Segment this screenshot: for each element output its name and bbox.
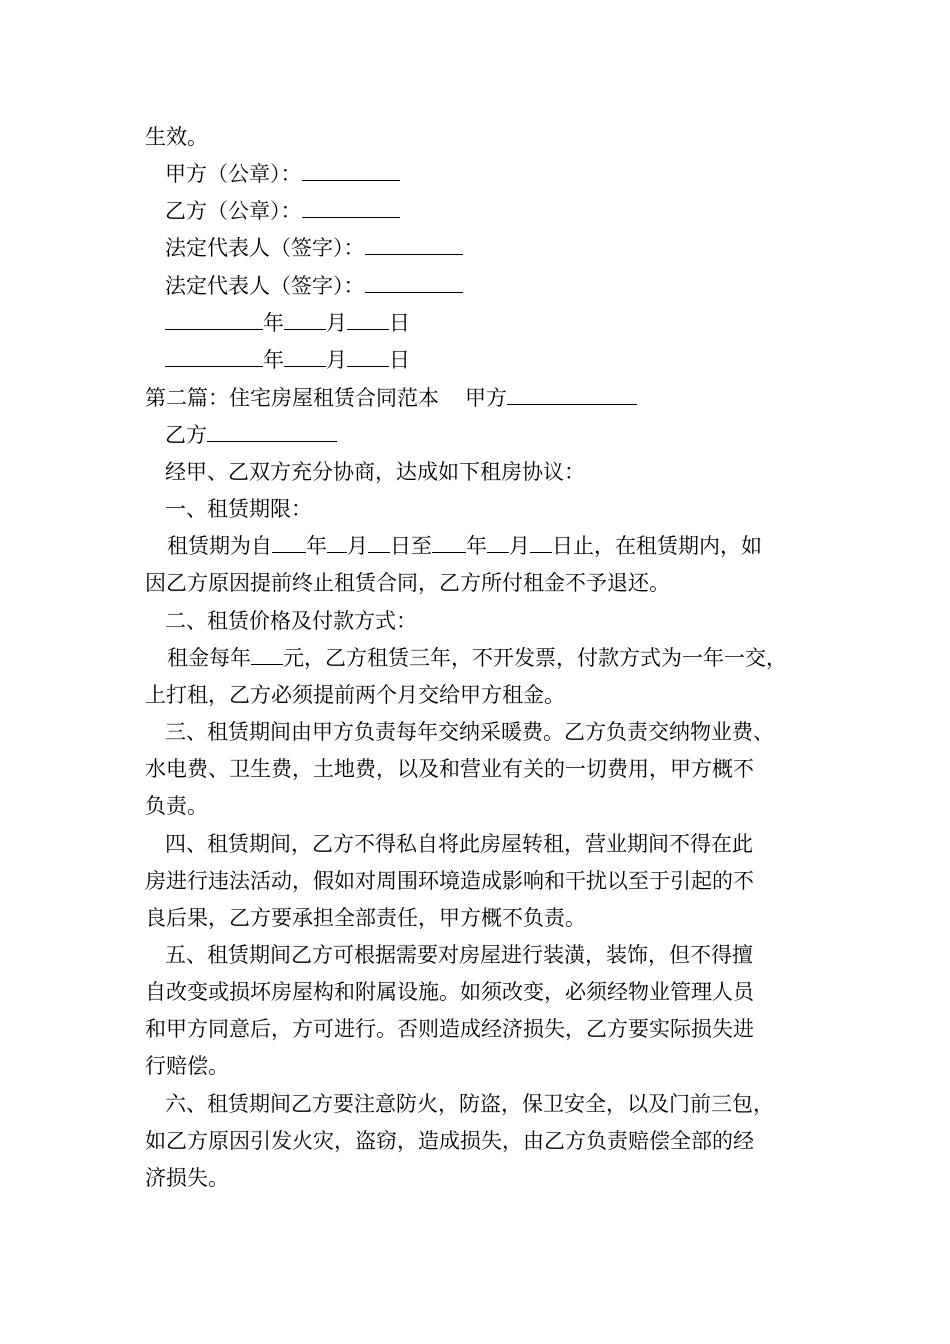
month-blank: [327, 532, 347, 553]
clause-text-line: 三、租赁期间由甲方负责每年交纳采暖费。乙方负责交纳物业费、: [165, 720, 774, 744]
clause-text-line: 五、租赁期间乙方可根据需要对房屋进行装潢，装饰，但不得擅: [165, 943, 753, 967]
clause-text-line: 如乙方原因引发火灾，盗窃，造成损失，由乙方负责赔偿全部的经: [145, 1129, 754, 1153]
year-blank: [165, 346, 263, 367]
clause-text-line: 负责。: [145, 794, 208, 818]
clause-text-line: 租金每年 元，乙方租赁三年，不开发票，付款方式为一年一交，: [167, 646, 787, 670]
date-line: 年 月 日: [165, 345, 410, 375]
text-line: 生效。: [145, 125, 208, 149]
clause-text-line: 六、租赁期间乙方要注意防火，防盗，保卫安全，以及门前三包，: [165, 1092, 774, 1116]
section-title: 第二篇：住宅房屋租赁合同范本: [145, 386, 439, 410]
day-blank: [530, 532, 552, 553]
month-blank: [284, 309, 326, 330]
signature-blank: [302, 197, 400, 218]
month-blank: [284, 346, 326, 367]
year-blank: [165, 309, 263, 330]
day-blank: [347, 309, 389, 330]
legal-rep-line: 法定代表人（签字）：: [165, 271, 463, 301]
section-title-line: 第二篇：住宅房屋租赁合同范本 甲方: [145, 383, 637, 413]
clause-text-line: 和甲方同意后，方可进行。否则造成经济损失，乙方要实际损失进: [145, 1017, 754, 1041]
clause-heading: 二、租赁价格及付款方式：: [165, 609, 417, 633]
party-b-line: 乙方: [165, 420, 337, 450]
rent-amount-blank: [251, 644, 283, 665]
clause-text-line: 上打租，乙方必须提前两个月交给甲方租金。: [145, 683, 565, 707]
party-a-seal-line: 甲方（公章）：: [165, 159, 400, 189]
year-blank: [432, 532, 466, 553]
legal-rep-line: 法定代表人（签字）：: [165, 233, 463, 263]
clause-text-line: 租赁期为自 年 月 日至 年 月 日止，在租赁期内，如: [167, 534, 762, 558]
day-blank: [347, 346, 389, 367]
party-a-blank: [507, 384, 637, 405]
clause-heading: 一、租赁期限：: [165, 497, 312, 521]
clause-text-line: 四、租赁期间，乙方不得私自将此房屋转租，营业期间不得在此: [165, 832, 753, 856]
month-blank: [487, 532, 509, 553]
signature-blank: [365, 234, 463, 255]
clause-text-line: 房进行违法活动，假如对周围环境造成影响和干扰以至于引起的不: [145, 869, 754, 893]
clause-text-line: 自改变或损坏房屋构和附属设施。如须改变，必须经物业管理人员: [145, 980, 754, 1004]
clause-text-line: 行赔偿。: [145, 1054, 229, 1078]
signature-blank: [302, 160, 400, 181]
clause-text-line: 水电费、卫生费，土地费，以及和营业有关的一切费用，甲方概不: [145, 757, 754, 781]
intro-line: 经甲、乙双方充分协商，达成如下租房协议：: [165, 460, 585, 484]
clause-text-line: 济损失。: [145, 1166, 229, 1190]
party-b-blank: [207, 421, 337, 442]
clause-text-line: 良后果，乙方要承担全部责任，甲方概不负责。: [145, 906, 586, 930]
date-line: 年 月 日: [165, 308, 410, 338]
year-blank: [272, 532, 306, 553]
day-blank: [368, 532, 390, 553]
clause-text-line: 因乙方原因提前终止租赁合同，乙方所付租金不予退还。: [145, 571, 670, 595]
signature-blank: [365, 272, 463, 293]
party-b-seal-line: 乙方（公章）：: [165, 196, 400, 226]
